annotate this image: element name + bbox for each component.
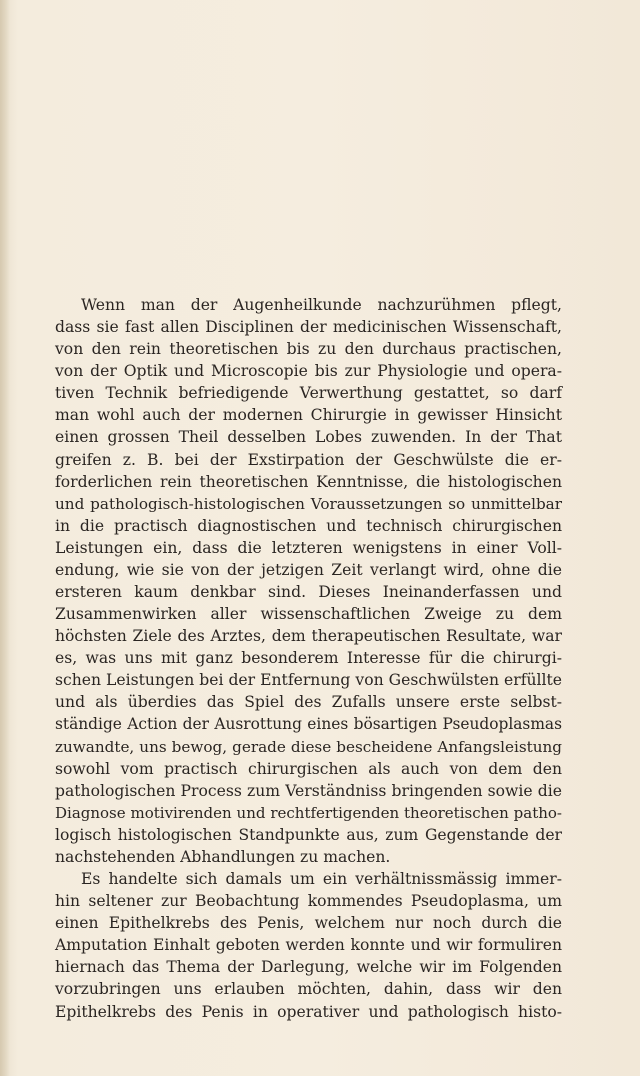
text-line: Es handelte sich damals um ein verhältnissmässig immer- <box>81 870 562 889</box>
text-line: es, was uns mit ganz besonderem Interesse für die chirurgi- <box>55 649 562 668</box>
paragraph-2 <box>55 868 562 1023</box>
text-line: zuwandte, uns bewog, gerade diese bescheidene Anfangsleistung <box>55 737 562 756</box>
text-line: ersteren kaum denkbar sind. Dieses Ineinanderfassen und <box>55 583 562 602</box>
text-line: Diagnose motivirenden und rechtfertigenden theoretischen patho- <box>55 803 562 822</box>
paragraph-1 <box>55 294 562 868</box>
text-line: hiernach das Thema der Darlegung, welche wir im Folgenden <box>55 958 562 977</box>
text-line: logisch histologischen Standpunkte aus, zum Gegenstande der <box>55 825 562 844</box>
text-line: von der Optik und Microscopie bis zur Physiologie und opera- <box>55 362 562 381</box>
text-line: Wenn man der Augenheilkunde nachzurühmen pflegt, <box>81 296 562 314</box>
text-line: hin seltener zur Beobachtung kommendes Pseudoplasma, um <box>55 892 562 911</box>
text-line: Leistungen ein, dass die letzteren wenigstens in einer Voll- <box>55 538 562 557</box>
text-line: einen grossen Theil desselben Lobes zuwenden. In der That <box>55 428 562 447</box>
page-spine-shadow <box>0 0 10 1076</box>
text-line: endung, wie sie von der jetzigen Zeit verlangt wird, ohne die <box>55 560 562 579</box>
text-line: und pathologisch-histologischen Voraussetzungen so unmittelbar <box>55 494 562 513</box>
text-line: pathologischen Process zum Verständniss bringenden sowie die <box>55 781 562 800</box>
text-line: forderlichen rein theoretischen Kenntnisse, die histologischen <box>55 472 562 491</box>
text-line: greifen z. B. bei der Exstirpation der Geschwülste die er- <box>55 450 562 469</box>
text-line: nachstehenden Abhandlungen zu machen. <box>55 847 391 866</box>
text-line: von den rein theoretischen bis zu den durchaus practischen, <box>55 340 562 359</box>
text-line: Epithelkrebs des Penis in operativer und pathologisch histo- <box>55 1002 562 1021</box>
text-line: und als überdies das Spiel des Zufalls unsere erste selbst- <box>55 693 562 712</box>
text-line: in die practisch diagnostischen und technisch chirurgischen <box>55 516 562 535</box>
text-line: sowohl vom practisch chirurgischen als auch von dem den <box>55 759 562 778</box>
text-line: tiven Technik befriedigende Verwerthung gestattet, so darf <box>55 384 562 403</box>
text-line: ständige Action der Ausrottung eines bösartigen Pseudoplasmas <box>55 715 562 734</box>
text-line: dass sie fast allen Disciplinen der medicinischen Wissenschaft, <box>55 318 562 337</box>
text-line: man wohl auch der modernen Chirurgie in gewisser Hinsicht <box>55 406 562 425</box>
body-text <box>55 294 562 1023</box>
text-line: Zusammenwirken aller wissenschaftlichen Zweige zu dem <box>55 605 562 624</box>
text-line: schen Leistungen bei der Entfernung von Geschwülsten erfüllte <box>55 671 562 690</box>
text-line: einen Epithelkrebs des Penis, welchem nur noch durch die <box>55 914 562 933</box>
text-line: Amputation Einhalt geboten werden konnte und wir formuliren <box>55 936 562 955</box>
text-line: vorzubringen uns erlauben möchten, dahin, dass wir den <box>55 980 562 999</box>
text-line: höchsten Ziele des Arztes, dem therapeutischen Resultate, war <box>55 627 562 646</box>
